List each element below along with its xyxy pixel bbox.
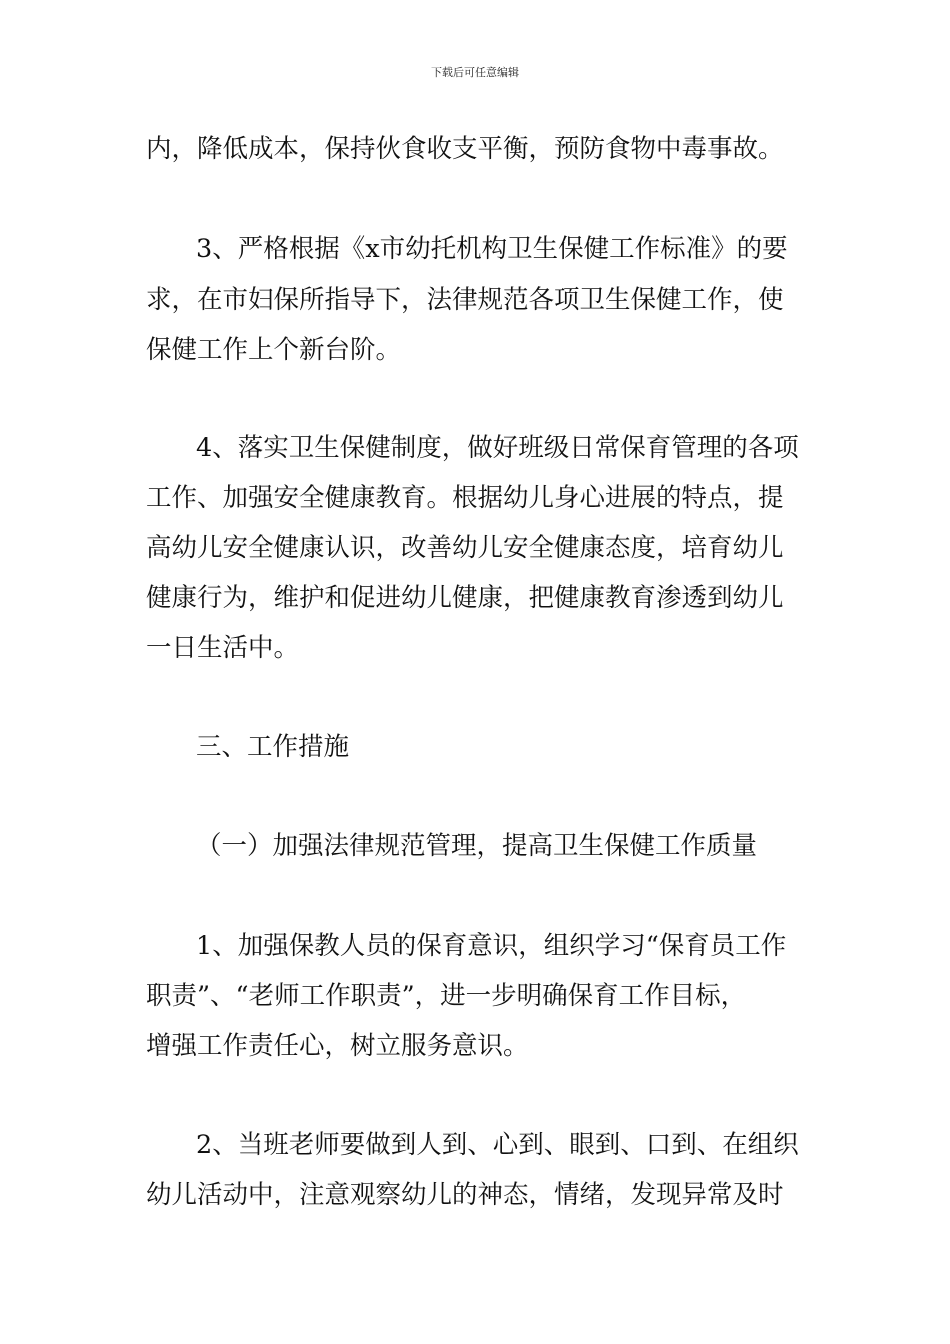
paragraph-line: 2、当班老师要做到人到、心到、眼到、口到、在组织 bbox=[196, 1130, 799, 1160]
paragraph-line: 增强工作责任心，树立服务意识。 bbox=[146, 1031, 529, 1061]
paragraph-line: 3、严格根据《x市幼托机构卫生保健工作标准》的要 bbox=[196, 234, 788, 264]
paragraph-line: 健康行为，维护和促进幼儿健康，把健康教育渗透到幼儿 bbox=[146, 583, 784, 613]
paragraph-line: 求，在市妇保所指导下，法律规范各项卫生保健工作，使 bbox=[146, 285, 784, 315]
page-header: 下载后可任意编辑 bbox=[431, 66, 519, 79]
subsection-heading: （一）加强法律规范管理，提高卫生保健工作质量 bbox=[196, 831, 758, 861]
paragraph-line: 保健工作上个新台阶。 bbox=[146, 335, 402, 365]
paragraph-line: 1、加强保教人员的保育意识，组织学习“保育员工作 bbox=[196, 931, 787, 961]
paragraph-line: 高幼儿安全健康认识，改善幼儿安全健康态度，培育幼儿 bbox=[146, 533, 784, 563]
paragraph-line: 4、落实卫生保健制度，做好班级日常保育管理的各项 bbox=[196, 433, 799, 463]
paragraph-line: 内，降低成本，保持伙食收支平衡，预防食物中毒事故。 bbox=[146, 134, 784, 164]
section-heading: 三、工作措施 bbox=[196, 732, 350, 762]
paragraph-line: 工作、加强安全健康教育。根据幼儿身心进展的特点，提 bbox=[146, 483, 784, 513]
paragraph-line: 一日生活中。 bbox=[146, 633, 300, 663]
paragraph-line: 幼儿活动中，注意观察幼儿的神态，情绪，发现异常及时 bbox=[146, 1180, 784, 1210]
paragraph-line: 职责”、“老师工作职责”，进一步明确保育工作目标， bbox=[146, 981, 747, 1011]
